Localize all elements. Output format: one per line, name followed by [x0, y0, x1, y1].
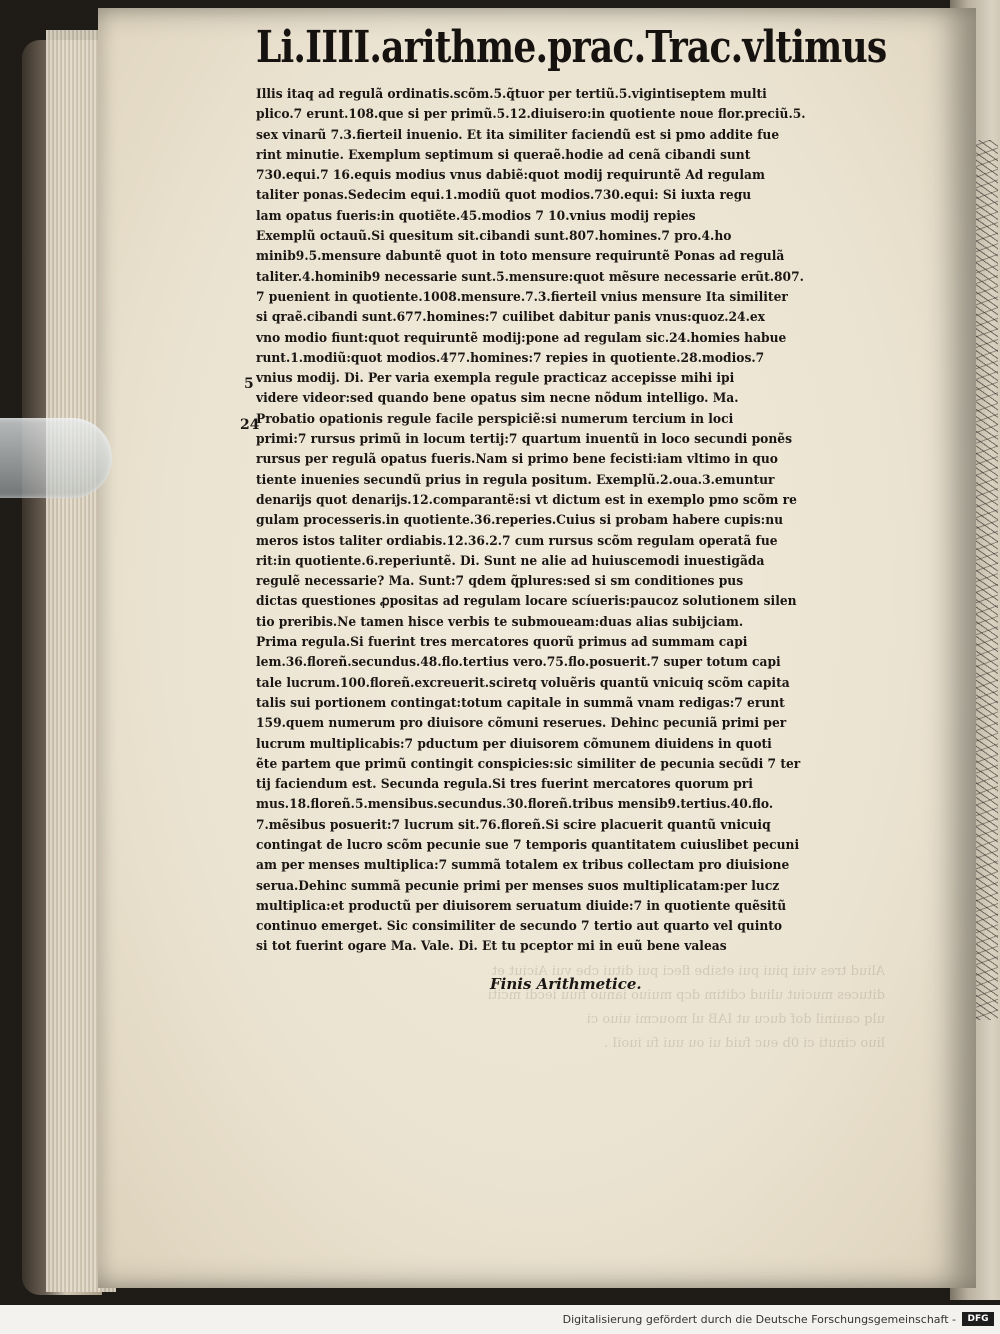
bleed-through-line: dituces muciut uliud cditim dcp muiuo ianuo fiuu iecdi mciti — [487, 988, 885, 1003]
text-line: tiente inuenies secundũ prius in regula positum. Exemplũ.2.oua.3.emuntur — [256, 472, 775, 488]
text-line: 159.quem numerum pro diuisore cõmuni reserues. Dehinc pecuniã primi per — [256, 716, 787, 732]
text-line: sex vinarũ 7.3.fierteil inuenio. Et ita similiter faciendũ est si pmo addite fue — [256, 127, 780, 143]
text-line: regulẽ necessarie? Ma. Sunt:7 qdem q̃plures:sed si sm conditiones pus — [256, 574, 744, 590]
text-line: vnius modij. Di. Per varia exempla regule practicaz accepisse mihi ipi — [256, 371, 735, 387]
text-line: minib9.5.mensure dabuntẽ quot in toto mensure requiruntẽ Ponas ad regulã — [256, 249, 785, 265]
text-line: plico.7 erunt.108.que si per primũ.5.12.diuisero:in quotiente noue flor.preciũ.5. — [256, 107, 806, 123]
text-line: am per menses multiplica:7 summã totalem ex tribus collectam pro diuisione — [256, 858, 790, 874]
text-line: ẽte partem que primũ contingit conspicies:sic similiter de pecunia secũdi 7 ter — [256, 756, 801, 772]
glass-page-clamp — [0, 418, 112, 498]
text-line: Prima regula.Si fuerint tres mercatores quorũ primus ad summam capi — [256, 635, 748, 651]
text-line: 7 puenient in quotiente.1008.mensure.7.3.fierteil vnius mensure Ita similiter — [256, 289, 788, 305]
text-line: multiplica:et productũ per diuisorem seruatum diuide:7 in quotiente quẽsitũ — [256, 898, 787, 914]
margin-mark: 24 — [240, 417, 260, 433]
text-line: rit:in quotiente.6.reperiuntẽ. Di. Sunt ne alie ad huiuscemodi inuestigãda — [256, 553, 765, 569]
bleed-through-line: liuo cinuti ci 0b euc fuid ui ou uui fu iuoiI . — [603, 1036, 885, 1051]
colophon-text: Finis Arithmetice. — [490, 975, 642, 993]
text-line: taliter.4.hominib9 necessarie sunt.5.mensure:quot mẽsure necessarie erũt.807. — [256, 269, 804, 285]
text-line: mus.18.floreñ.5.mensibus.secundus.30.floreñ.tribus mensib9.tertius.40.flo. — [256, 797, 774, 813]
text-line: contingat de lucro scõm pecunie sue 7 temporis quantitatem cuiuslibet pecuni — [256, 837, 800, 853]
footer-bar — [0, 1305, 1000, 1334]
text-line: denarijs quot denarijs.12.comparantẽ:si vt dictum est in exemplo pmo scõm re — [256, 492, 797, 508]
bleed-through-line: ulq cauinil dof ducu ut IAB ul moucmi uiuo ci — [586, 1012, 885, 1027]
margin-mark: 5 — [244, 376, 254, 392]
text-line: rursus per regulã opatus fueris.Nam si primo bene fecisti:iam vltimo in quo — [256, 452, 778, 468]
text-line: taliter ponas.Sedecim equi.1.modiũ quot modios.730.equi: Si iuxta regu — [256, 188, 752, 204]
text-line: tale lucrum.100.floreñ.excreuerit.sciretq voluẽris quantũ vnicuiq scõm capita — [256, 675, 790, 691]
text-line: 730.equi.7 16.equis modius vnus dabiẽ:quot modij requiruntẽ Ad regulam — [256, 168, 765, 184]
text-line: lem.36.floreñ.secundus.48.flo.tertius vero.75.flo.posuerit.7 super totum capi — [256, 655, 781, 671]
page-heading: Li.IIII.arithme.prac.Trac.vltimus — [256, 22, 887, 73]
text-line: 7.mẽsibus posuerit:7 lucrum sit.76.floreñ.Si scire placuerit quantũ vnicuiq — [256, 817, 771, 833]
text-line: Illis itaq ad regulã ordinatis.scõm.5.q̃tuor per tertiũ.5.vigintiseptem multi — [256, 87, 767, 102]
funding-credit: Digitalisierung gefördert durch die Deutsche Forschungsgemeinschaft - — [562, 1313, 956, 1326]
text-line: gulam processeris.in quotiente.36.reperies.Cuius si probam habere cupis:nu — [256, 513, 784, 529]
dfg-logo: DFG — [962, 1312, 994, 1326]
text-line: tio preribis.Ne tamen hisce verbis te submoueam:duas alias subijciam. — [256, 614, 744, 630]
bleed-through-line: Aliud tres viui piui pui etsibe fleci pui ditui cbe vui Aiciut et — [491, 964, 885, 979]
text-line: tij faciendum est. Secunda regula.Si tres fuerint mercatores quorum pri — [256, 777, 753, 793]
text-line: si tot fuerint ogare Ma. Vale. Di. Et tu pceptor mi in euũ bene valeas — [256, 939, 727, 955]
text-line: meros istos taliter ordiabis.12.36.2.7 cum rursus scõm regulam operatã fue — [256, 533, 778, 549]
text-line: dictas questiones ꝓpositas ad regulam locare scíueris:paucoz solutionem silen — [256, 594, 797, 610]
text-line: lucrum multiplicabis:7 pductum per diuisorem cõmunem diuidens in quoti — [256, 736, 772, 752]
text-line: Probatio opationis regule facile perspiciẽ:si numerum tercium in loci — [256, 411, 734, 427]
body-text — [256, 85, 876, 958]
text-line: talis sui portionem contingat:totum capitale in summã vnam redigas:7 erunt — [256, 695, 785, 711]
text-line: vno modio fiunt:quot requiruntẽ modij:pone ad regulam sic.24.homies habue — [256, 330, 787, 346]
text-line: serua.Dehinc summã pecunie primi per menses suos multiplicatam:per lucz — [256, 878, 780, 894]
text-line: lam opatus fueris:in quotiẽte.45.modios 7 10.vnius modij repies — [256, 208, 696, 224]
text-line: runt.1.modiũ:quot modios.477.homines:7 repies in quotiente.28.modios.7 — [256, 350, 765, 366]
text-line: Exemplũ octauũ.Si quesitum sit.cibandi sunt.807.homines.7 pro.4.ho — [256, 229, 732, 245]
text-line: videre videor:sed quando bene opatus sim necne nõdum intelligo. Ma. — [256, 391, 739, 407]
text-line: continuo emerget. Sic consimiliter de secundo 7 tertio aut quarto vel quinto — [256, 919, 783, 935]
text-line: rint minutie. Exemplum septimum si queraẽ.hodie ad cenã cibandi sunt — [256, 147, 751, 163]
text-line: primi:7 rursus primũ in locum tertij:7 quartum inuentũ in loco secundi ponẽs — [256, 432, 792, 448]
text-line: si qraẽ.cibandi sunt.677.homines:7 cuilibet dabitur panis vnus:quoz.24.ex — [256, 310, 765, 326]
